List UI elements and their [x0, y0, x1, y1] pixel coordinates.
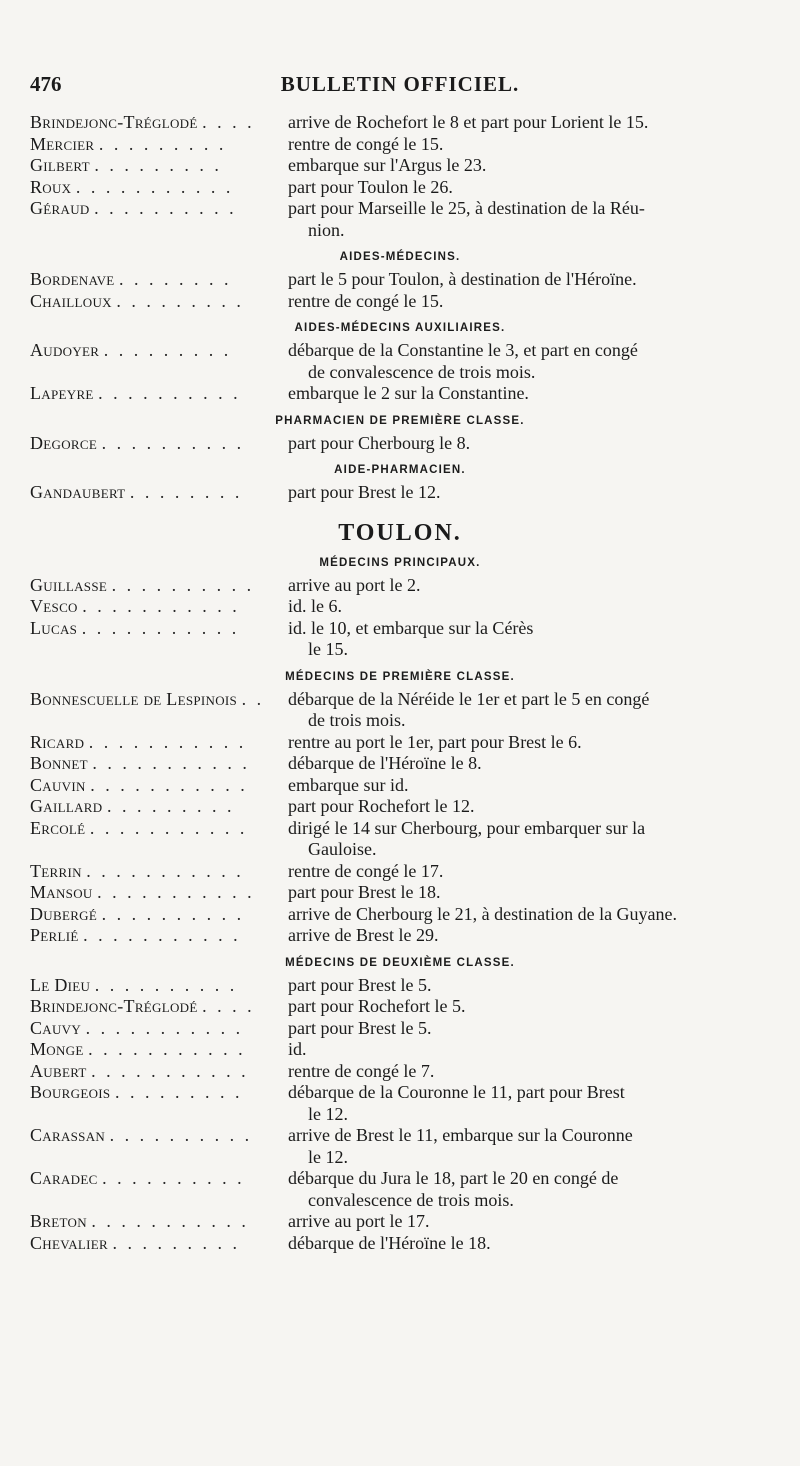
movement-text-continuation: le 12.	[308, 1103, 348, 1124]
leader-dots: . . . . . . . .	[129, 482, 243, 502]
leader-dots: . . . . . . . . .	[106, 796, 235, 816]
entry-text-column	[288, 1061, 770, 1083]
officer-name: Lapeyre	[30, 383, 94, 403]
entry-text-column	[288, 198, 770, 241]
entry-name-column	[30, 775, 288, 797]
entry-name-column	[30, 383, 288, 405]
leader-dots: . . . . . . . . . .	[111, 574, 255, 595]
entry-text-column	[288, 882, 770, 904]
leader-dots: . . . . . . . . .	[114, 1082, 243, 1102]
movement-text: embarque le 2 sur la Constantine.	[288, 383, 529, 403]
movement-text-continuation: de convalescence de trois mois.	[308, 361, 536, 382]
officer-name: Brindejonc-Tréglodé	[30, 112, 198, 132]
officer-name: Terrin	[30, 860, 82, 881]
movement-text: arrive de Brest le 11, embarque sur la Couronne	[288, 1125, 633, 1145]
entry-name-column	[30, 818, 288, 840]
personnel-entry	[30, 433, 770, 455]
movement-text-continuation: convalescence de trois mois.	[308, 1189, 514, 1210]
movement-text: arrive de Brest le 29.	[288, 925, 439, 945]
entry-text-column	[288, 1233, 770, 1255]
officer-name: Bordenave	[30, 269, 115, 289]
entry-name-column	[30, 1018, 288, 1040]
personnel-entry	[30, 155, 770, 177]
page-number: 476	[30, 72, 62, 96]
personnel-entry	[30, 340, 770, 383]
entry-name-column	[30, 1061, 288, 1083]
personnel-entry	[30, 1082, 770, 1125]
leader-dots: . . . .	[202, 112, 255, 132]
entry-text-column	[288, 775, 770, 797]
personnel-entry	[30, 177, 770, 199]
personnel-entry	[30, 904, 770, 926]
movement-text-continuation: Gauloise.	[308, 839, 377, 859]
personnel-entry	[30, 112, 770, 134]
officer-name: Gandaubert	[30, 482, 126, 502]
movement-text: part pour Marseille le 25, à destination de la Réu-	[288, 198, 645, 218]
section-heading: AIDES-MÉDECINS AUXILIAIRES.	[294, 322, 506, 334]
section-heading: MÉDECINS PRINCIPAUX.	[319, 556, 481, 569]
movement-text: embarque sur l'Argus le 23.	[288, 155, 487, 175]
entry-name-column	[30, 904, 288, 926]
entry-text-column	[288, 575, 770, 597]
entry-name-column	[30, 433, 288, 455]
officer-name: Chailloux	[30, 290, 112, 311]
entry-text-column	[288, 291, 770, 313]
leader-dots: . . . . . . . . . .	[109, 1125, 253, 1145]
entry-text-column	[288, 618, 770, 661]
entry-name-column	[30, 269, 288, 291]
entry-name-column	[30, 112, 288, 134]
personnel-entry	[30, 1233, 770, 1255]
movement-text-continuation: de trois mois.	[308, 710, 406, 730]
movement-text: débarque de la Couronne le 11, part pour Brest	[288, 1082, 625, 1102]
entry-text-column	[288, 996, 770, 1018]
leader-dots: . . . . . . . . .	[103, 340, 232, 360]
officer-name: Monge	[30, 1039, 84, 1059]
movement-text: rentre de congé le 7.	[288, 1060, 435, 1081]
entry-text-column	[288, 1168, 770, 1211]
officer-name: Mercier	[30, 133, 95, 154]
running-title: BULLETIN OFFICIEL.	[280, 72, 520, 96]
movement-text: arrive au port le 2.	[288, 574, 421, 595]
entry-text-column	[288, 1082, 770, 1125]
personnel-entry	[30, 198, 770, 241]
movement-text: débarque de la Constantine le 3, et part en congé	[288, 340, 638, 360]
movement-text: part le 5 pour Toulon, à destination de l'Héroïne.	[288, 269, 637, 289]
movement-text-continuation: nion.	[308, 219, 345, 240]
officer-name: Chevalier	[30, 1232, 109, 1253]
leader-dots: . . . . . . . . .	[112, 1232, 241, 1253]
officer-name: Ercolé	[30, 817, 86, 838]
officer-name: Gilbert	[30, 155, 90, 175]
leader-dots: . . . . . . . . . . .	[88, 1039, 246, 1059]
leader-dots: . . . . . . . . . . .	[86, 860, 244, 881]
entry-text-column	[288, 155, 770, 177]
officer-name: Dubergé	[30, 903, 98, 924]
personnel-entry	[30, 291, 770, 313]
personnel-entry	[30, 1125, 770, 1168]
leader-dots: . . . . . . . . . .	[102, 1168, 245, 1188]
leader-dots: . . . . . . . . . . .	[88, 731, 247, 752]
personnel-entry	[30, 618, 770, 661]
personnel-entry	[30, 575, 770, 597]
entry-text-column	[288, 732, 770, 754]
entry-name-column	[30, 482, 288, 504]
officer-name: Brindejonc-Tréglodé	[30, 996, 198, 1016]
entry-text-column	[288, 269, 770, 291]
officer-name: Gaillard	[30, 796, 103, 816]
entry-name-column	[30, 975, 288, 997]
leader-dots: . . . . . . . . . . .	[85, 1017, 244, 1038]
personnel-entry	[30, 383, 770, 405]
movement-text: rentre de congé le 15.	[288, 290, 444, 311]
movement-text: part pour Cherbourg le 8.	[288, 432, 471, 453]
leader-dots: . . . . . . . . .	[98, 133, 227, 154]
personnel-entry	[30, 1039, 770, 1061]
leader-dots: . . . . . . . . . . .	[92, 753, 250, 773]
section-heading: MÉDECINS DE DEUXIÈME CLASSE.	[285, 956, 515, 969]
entry-name-column	[30, 575, 288, 597]
movement-text: rentre au port le 1er, part pour Brest le 6.	[288, 731, 582, 752]
movement-text: id.	[288, 1039, 307, 1059]
leader-dots: . . . . . . . . . . .	[91, 1060, 249, 1081]
entry-name-column	[30, 134, 288, 156]
page-header	[30, 72, 770, 102]
officer-name: Cauvy	[30, 1017, 82, 1038]
movement-text: id. le 10, et embarque sur la Cérès	[288, 617, 534, 638]
entry-text-column	[288, 904, 770, 926]
leader-dots: . . . . . . . . .	[116, 290, 244, 311]
city-heading: TOULON.	[338, 519, 462, 546]
document-body	[30, 112, 770, 1254]
leader-dots: . . . . . . . . . .	[94, 974, 238, 995]
entry-name-column	[30, 882, 288, 904]
entry-name-column	[30, 198, 288, 220]
officer-name: Bonnet	[30, 753, 88, 773]
leader-dots: . .	[241, 688, 265, 709]
personnel-entry	[30, 482, 770, 504]
entry-text-column	[288, 861, 770, 883]
entry-name-column	[30, 618, 288, 640]
personnel-entry	[30, 925, 770, 947]
entry-name-column	[30, 177, 288, 199]
entry-name-column	[30, 996, 288, 1018]
personnel-entry	[30, 1061, 770, 1083]
officer-name: Guillasse	[30, 574, 108, 595]
entry-text-column	[288, 818, 770, 861]
entry-name-column	[30, 155, 288, 177]
personnel-entry	[30, 689, 770, 732]
entry-text-column	[288, 975, 770, 997]
movement-text: rentre de congé le 17.	[288, 860, 444, 881]
entry-name-column	[30, 340, 288, 362]
movement-text: part pour Brest le 12.	[288, 482, 441, 502]
officer-name: Vesco	[30, 596, 78, 616]
entry-text-column	[288, 134, 770, 156]
entry-text-column	[288, 1018, 770, 1040]
entry-text-column	[288, 1039, 770, 1061]
leader-dots: . . . . . . . . . . .	[89, 817, 248, 838]
leader-dots: . . . . . . . . .	[94, 155, 222, 175]
entry-text-column	[288, 482, 770, 504]
entry-text-column	[288, 1125, 770, 1168]
officer-name: Bonnescuelle de Lespinois	[30, 688, 238, 709]
personnel-entry	[30, 861, 770, 883]
entry-text-column	[288, 925, 770, 947]
personnel-entry	[30, 796, 770, 818]
entry-text-column	[288, 1211, 770, 1233]
officer-name: Géraud	[30, 198, 90, 218]
leader-dots: . . . . . . . . . . .	[82, 596, 240, 616]
officer-name: Mansou	[30, 882, 93, 902]
personnel-entry	[30, 882, 770, 904]
entry-name-column	[30, 1125, 288, 1147]
movement-text: part pour Brest le 5.	[288, 1017, 432, 1038]
personnel-entry	[30, 975, 770, 997]
movement-text: part pour Brest le 5.	[288, 974, 432, 995]
leader-dots: . . . . . . . . . . .	[97, 882, 255, 902]
entry-text-column	[288, 753, 770, 775]
officer-name: Carassan	[30, 1125, 106, 1145]
leader-dots: . . . . . . . . . .	[94, 198, 237, 218]
officer-name: Lucas	[30, 617, 78, 638]
entry-text-column	[288, 796, 770, 818]
personnel-entry	[30, 1018, 770, 1040]
movement-text: arrive de Rochefort le 8 et part pour Lorient le 15.	[288, 112, 649, 132]
entry-name-column	[30, 925, 288, 947]
entry-name-column	[30, 1168, 288, 1190]
entry-name-column	[30, 861, 288, 883]
section-heading: MÉDECINS DE PREMIÈRE CLASSE.	[285, 670, 515, 683]
section-heading: AIDE-PHARMACIEN.	[334, 464, 466, 476]
leader-dots: . . . . . . . . . . .	[90, 774, 248, 795]
personnel-entry	[30, 996, 770, 1018]
movement-text-continuation: le 15.	[308, 639, 348, 659]
officer-name: Cauvin	[30, 774, 86, 795]
officer-name: Ricard	[30, 731, 85, 752]
movement-text: id. le 6.	[288, 596, 342, 616]
officer-name: Perlié	[30, 925, 79, 945]
movement-text: débarque de l'Héroïne le 18.	[288, 1232, 491, 1253]
movement-text: part pour Rochefort le 12.	[288, 796, 475, 816]
leader-dots: . . . . . . . . . . .	[81, 617, 240, 638]
movement-text: dirigé le 14 sur Cherbourg, pour embarquer sur la	[288, 817, 646, 838]
officer-name: Le Dieu	[30, 974, 91, 995]
entry-text-column	[288, 340, 770, 383]
movement-text: part pour Brest le 18.	[288, 882, 441, 902]
movement-text: part pour Toulon le 26.	[288, 176, 453, 197]
entry-text-column	[288, 689, 770, 732]
personnel-entry	[30, 753, 770, 775]
entry-name-column	[30, 689, 288, 711]
entry-name-column	[30, 291, 288, 313]
entry-name-column	[30, 1082, 288, 1104]
officer-name: Roux	[30, 176, 72, 197]
entry-text-column	[288, 112, 770, 134]
entry-name-column	[30, 1039, 288, 1061]
leader-dots: . . . . . . . . . . .	[83, 925, 241, 945]
personnel-entry	[30, 732, 770, 754]
leader-dots: . . . . . . . . . .	[101, 432, 245, 453]
officer-name: Caradec	[30, 1168, 98, 1188]
entry-name-column	[30, 732, 288, 754]
movement-text: débarque du Jura le 18, part le 20 en congé de	[288, 1168, 619, 1188]
personnel-entry	[30, 818, 770, 861]
movement-text: arrive au port le 17.	[288, 1211, 430, 1231]
officer-name: Aubert	[30, 1060, 87, 1081]
movement-text: débarque de l'Héroïne le 8.	[288, 753, 482, 773]
entry-name-column	[30, 1211, 288, 1233]
officer-name: Degorce	[30, 432, 98, 453]
personnel-entry	[30, 775, 770, 797]
officer-name: Breton	[30, 1211, 87, 1231]
entry-text-column	[288, 383, 770, 405]
personnel-entry	[30, 134, 770, 156]
leader-dots: . . . . . . . . . . .	[91, 1211, 249, 1231]
leader-dots: . . . .	[202, 996, 255, 1016]
personnel-entry	[30, 1168, 770, 1211]
entry-name-column	[30, 796, 288, 818]
movement-text: arrive de Cherbourg le 21, à destination de la Guyane.	[288, 903, 678, 924]
officer-name: Audoyer	[30, 340, 100, 360]
personnel-entry	[30, 269, 770, 291]
leader-dots: . . . . . . . .	[119, 269, 232, 289]
entry-text-column	[288, 596, 770, 618]
entry-text-column	[288, 433, 770, 455]
entry-name-column	[30, 1233, 288, 1255]
entry-name-column	[30, 596, 288, 618]
movement-text: rentre de congé le 15.	[288, 133, 444, 154]
entry-name-column	[30, 753, 288, 775]
section-heading: PHARMACIEN DE PREMIÈRE CLASSE.	[275, 414, 525, 427]
entry-text-column	[288, 177, 770, 199]
section-heading: AIDES-MÉDECINS.	[339, 251, 461, 263]
movement-text-continuation: le 12.	[308, 1146, 348, 1167]
personnel-entry	[30, 1211, 770, 1233]
leader-dots: . . . . . . . . . .	[101, 903, 245, 924]
personnel-entry	[30, 596, 770, 618]
officer-name: Bourgeois	[30, 1082, 111, 1102]
movement-text: embarque sur id.	[288, 774, 409, 795]
movement-text: part pour Rochefort le 5.	[288, 996, 466, 1016]
movement-text: débarque de la Néréide le 1er et part le 5 en congé	[288, 688, 650, 709]
leader-dots: . . . . . . . . . . .	[75, 176, 234, 197]
leader-dots: . . . . . . . . . .	[98, 383, 241, 403]
